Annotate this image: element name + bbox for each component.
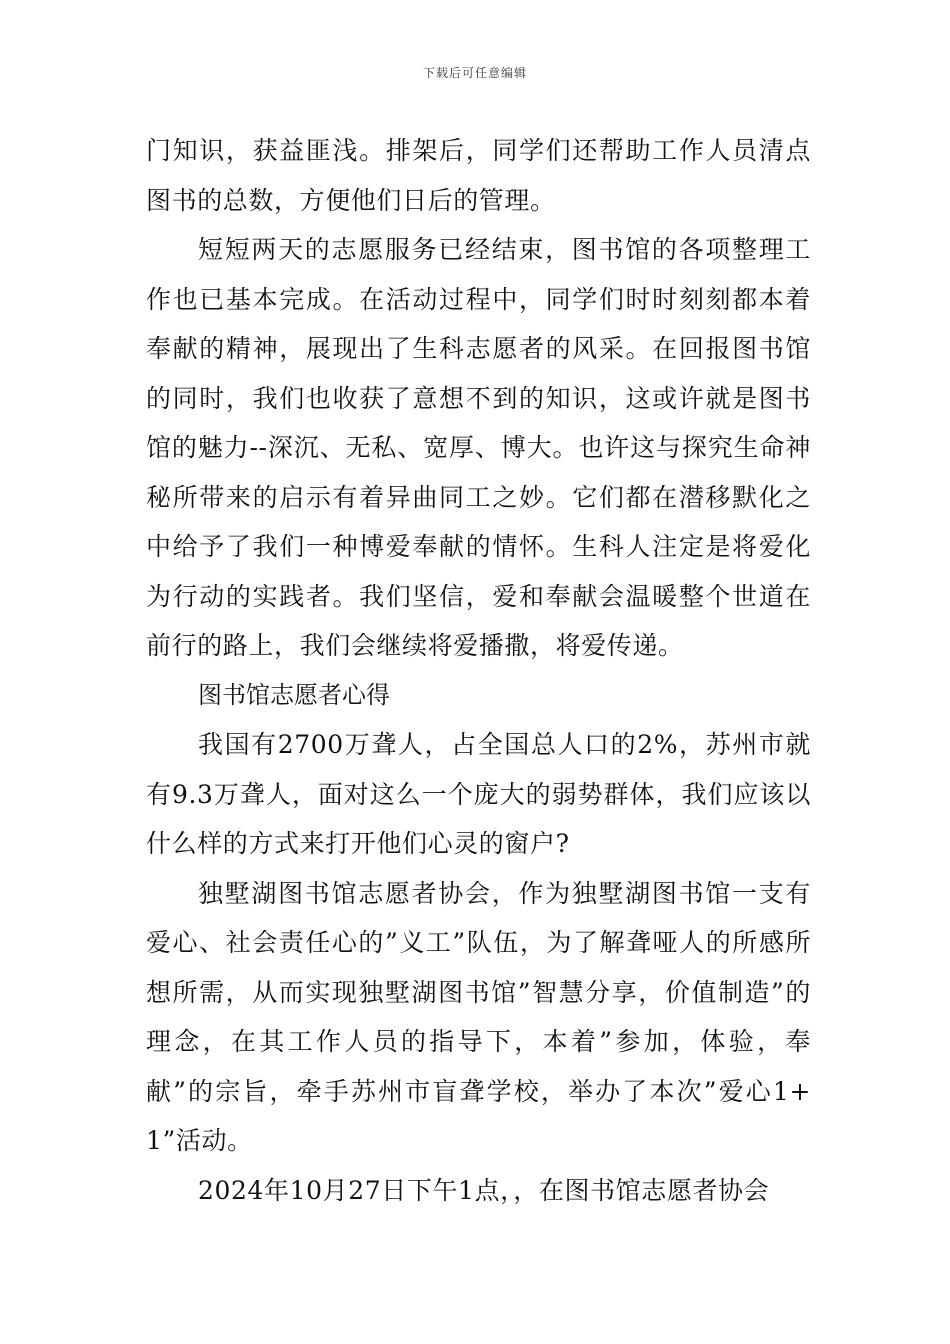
- paragraph-summary: 短短两天的志愿服务已经结束，图书馆的各项整理工作也已基本完成。在活动过程中，同学们时时刻刻都本着奉献的精神，展现出了生科志愿者的风采。在回报图书馆的同时，我们也收获了意想不到的知识，这或许就是图书馆的魅力--深沉、无私、宽厚、博大。也许这与探究生命神秘所带来的启示有着异曲同工之妙。它们都在潜移默化之中给予了我们一种博爱奉献的情怀。生科人注定是将爱化为行动的实践者。我们坚信，爱和奉献会温暖整个世道在前行的路上，我们会继续将爱播撒，将爱传递。: [146, 235, 811, 660]
- paragraph-event-date: 2024年10月27日下午1点，，在图书馆志愿者协会: [198, 1175, 770, 1205]
- section-title: 图书馆志愿者心得: [198, 680, 390, 709]
- document-body: [146, 126, 811, 1215]
- page-header: 下载后可任意编辑: [422, 66, 527, 80]
- paragraph-statistics: 我国有2700万聋人，占全国总人口的2%，苏州市就有9.3万聋人，面对这么一个庞大的弱势群体，我们应该以什么样的方式来打开他们心灵的窗户?: [146, 730, 811, 858]
- paragraph-continuation: 门知识，获益匪浅。排架后，同学们还帮助工作人员清点图书的总数，方便他们日后的管理。: [146, 136, 811, 215]
- paragraph-association: 独墅湖图书馆志愿者协会，作为独墅湖图书馆一支有爱心、社会责任心的”义工”队伍，为了解聋哑人的所感所想所需，从而实现独墅湖图书馆”智慧分享，价值制造”的理念，在其工作人员的指导下，本着”参加，体验，奉献”的宗旨，牵手苏州市盲聋学校，举办了本次”爱心1+1”活动。: [146, 878, 811, 1155]
